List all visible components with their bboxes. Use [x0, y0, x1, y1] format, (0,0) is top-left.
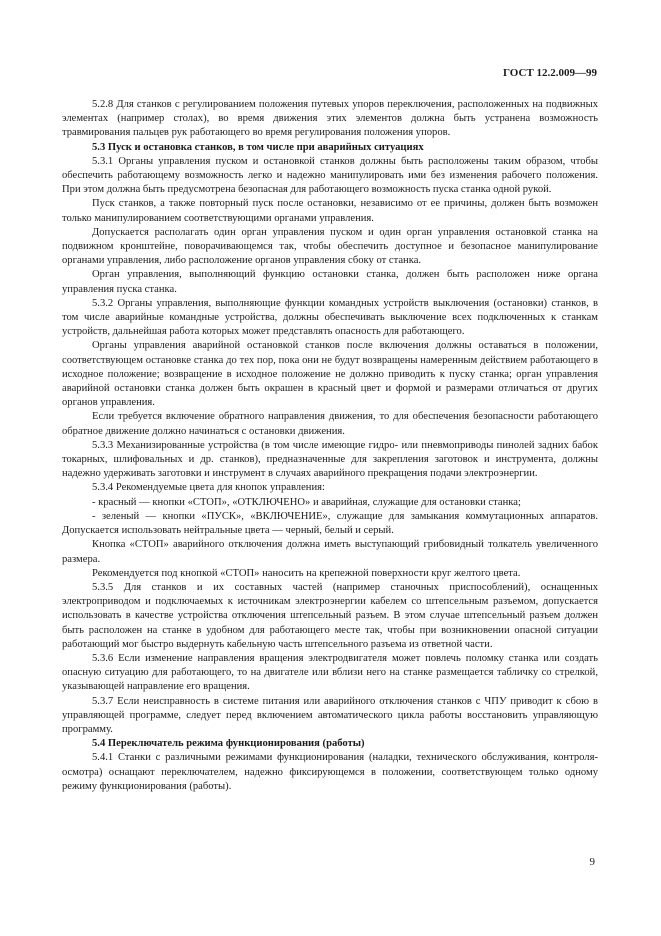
paragraph: Если требуется включение обратного направления движения, то для обеспечения безопасности работающего обратное движение должно начинаться с остановки движения.	[62, 411, 598, 437]
paragraph: Допускается располагать один орган управления пуском и один орган управления остановкой станка на подвижном кронштейне, поворачивающемся так, чтобы обеспечить доступное и безопасное манипулирование органами управления, либо расположение органов управления сбоку от станка.	[62, 226, 598, 267]
paragraph: 5.3.2 Органы управления, выполняющие функции командных устройств выключения (остановки) станков, в том числе аварийные командные устройства, должны обеспечивать выключение всех подключенных к станкам устройств, дальнейшая работа которых может представлять опасность для работающего.	[62, 297, 598, 338]
paragraph: 5.3.1 Органы управления пуском и остановкой станков должны быть расположены таким образом, чтобы обеспечить работающему возможность легко и надежно манипулировать ими без изменения рабочего положения. При этом должна быть предусмотрена безопасная для работающего возможность пуска станка одной рукой.	[62, 155, 598, 196]
page-body	[62, 98, 598, 794]
list-item: - красный — кнопки «СТОП», «ОТКЛЮЧЕНО» и аварийная, служащие для остановки станка;	[92, 496, 521, 508]
list-item: - зеленый — кнопки «ПУСК», «ВКЛЮЧЕНИЕ», служащие для замыкания коммутационных аппаратов. Допускается использовать нейтральные цвета — черный, белый и серый.	[62, 510, 598, 537]
standard-designation: ГОСТ 12.2.009—99	[503, 67, 597, 79]
section-heading: 5.4 Переключатель режима функционирования (работы)	[92, 738, 365, 750]
page-number: 9	[589, 856, 595, 868]
paragraph: Рекомендуется под кнопкой «СТОП» наносить на крепежной поверхности круг желтого цвета.	[92, 567, 521, 579]
paragraph: Орган управления, выполняющий функцию остановки станка, должен быть расположен ниже органа управления пуска станка.	[62, 269, 598, 295]
paragraph: 5.3.6 Если изменение направления вращения электродвигателя может повлечь поломку станка или создать опасную ситуацию для работающего, то на двигателе или вблизи него на станке размещается табличку со стрелкой, указывающей направление его вращения.	[62, 652, 598, 693]
paragraph: 5.3.4 Рекомендуемые цвета для кнопок управления:	[92, 482, 325, 494]
paragraph: Кнопка «СТОП» аварийного отключения должна иметь выступающий грибовидный толкатель увеличенного размера.	[62, 539, 598, 565]
paragraph: 5.3.5 Для станков и их составных частей (например станочных приспособлений), оснащенных электроприводом и подключаемых к источникам электроэнергии кабелем со штепсельным разъемом, допускается использовать в качестве устройства отключения штепсельный разъем. В этом случае штепсельный разъем должен быть расположен на станке в удобном для работающего месте так, чтобы при возникновении опасной ситуации работающий мог быстро выдернуть кабельную часть штепсельного разъема из ответной части.	[62, 581, 598, 650]
paragraph: 5.4.1 Станки с различными режимами функционирования (наладки, технического обслуживания, контроля-осмотра) оснащают переключателем, надежно фиксирующемся в положении, соответствующем только одному режиму функционирования (работы).	[62, 752, 598, 792]
paragraph: 5.2.8 Для станков с регулированием положения путевых упоров переключения, расположенных на подвижных элементах (например столах), во время движения этих элементов должна быть устранена возможность травмирования пальцев рук работающего во время регулирования положения упоров.	[62, 99, 598, 139]
paragraph: Органы управления аварийной остановкой станков после включения должны оставаться в положении, соответствующем остановке станка до тех пор, пока они не будут возвращены намеренным действием работающего в исходное положение; возвращение в исходное положение не должно приводить к пуску станка; орган управления аварийной остановки станка должен быть окрашен в красный цвет и формой и размерами отличаться от других органов управления.	[62, 340, 598, 409]
paragraph: Пуск станков, а также повторный пуск после остановки, независимо от ее причины, должен быть возможен только манипулированием соответствующими органами управления.	[62, 198, 598, 224]
paragraph: 5.3.3 Механизированные устройства (в том числе имеющие гидро- или пневмоприводы пинолей задних бабок токарных, шлифовальных и др. станков), предназначенные для закрепления заготовок и инструмента, должны надежно удерживать заготовки и инструмент в случаях аварийного прекращения подачи электроэнергии.	[62, 439, 598, 480]
section-heading: 5.3 Пуск и остановка станков, в том числе при аварийных ситуациях	[92, 141, 424, 153]
paragraph: 5.3.7 Если неисправность в системе питания или аварийного отключения станков с ЧПУ приводит к сбою в управляющей программе, следует перед включением автоматического цикла работы восстановить управляющую программу.	[62, 695, 598, 735]
